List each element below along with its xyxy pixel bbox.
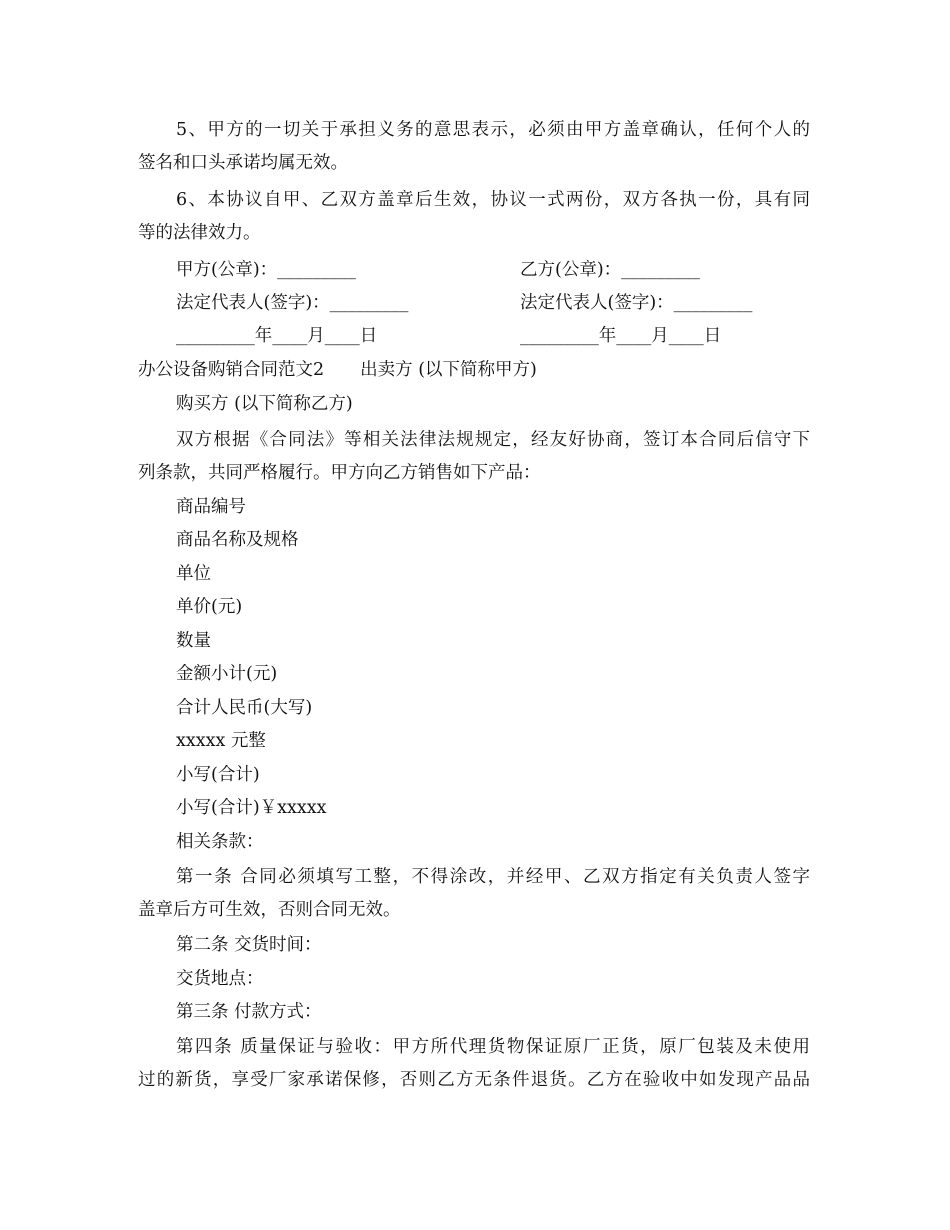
total-upper-label: 合计人民币(大写) [176,698,313,718]
total-lower-value: 小写(合计)￥xxxxx [176,798,327,818]
total-lower-label: 小写(合计) [176,765,260,785]
terms-heading: 相关条款： [176,832,264,852]
clause-5-line-2: 签名和口头承诺均属无效。 [138,153,348,173]
article-2: 第二条 交货时间： [176,935,322,955]
clause-5-line-1: 5、甲方的一切关于承担义务的意思表示，必须由甲方盖章确认，任何个人的 [176,120,810,140]
buyer-label: 购买方 (以下简称乙方) [176,394,353,414]
quantity-label: 数量 [176,631,211,651]
article-1-line-1: 第一条 合同必须填写工整，不得涂改，并经甲、乙双方指定有关负责人签字 [176,867,810,887]
item-code-label: 商品编号 [176,497,246,517]
contract-title: 办公设备购销合同范文2 [138,360,325,380]
total-upper-value: xxxxx 元整 [176,731,266,751]
party-a-seal-field: 甲方(公章)：_________ [176,260,356,280]
party-b-date-field: _________年____月____日 [520,326,722,346]
article-3: 第三条 付款方式： [176,1002,322,1022]
seller-label: 出卖方 (以下简称甲方) [360,360,537,380]
unit-price-label: 单价(元) [176,597,243,617]
clause-6-line-1: 6、本协议自甲、乙双方盖章后生效，协议一式两份，双方各执一份，具有同 [176,190,810,210]
delivery-place-label: 交货地点： [176,969,264,989]
party-b-representative-field: 法定代表人(签字)：_________ [520,293,753,313]
contract-title-line [138,358,810,382]
party-a-date-field: _________年____月____日 [176,326,378,346]
intro-line-1: 双方根据《合同法》等相关法律法规规定，经友好协商，签订本合同后信守下 [176,430,810,450]
unit-label: 单位 [176,564,211,584]
party-a-representative-field: 法定代表人(签字)：_________ [176,293,409,313]
intro-line-2: 列条款，共同严格履行。甲方向乙方销售如下产品： [138,463,541,483]
party-b-seal-field: 乙方(公章)：_________ [520,260,700,280]
article-1-line-2: 盖章后方可生效，否则合同无效。 [138,900,401,920]
subtotal-label: 金额小计(元) [176,664,278,684]
article-4-line-2: 过的新货，享受厂家承诺保修，否则乙方无条件退货。乙方在验收中如发现产品品 [138,1070,810,1090]
clause-6-line-2: 等的法律效力。 [138,223,261,243]
item-name-label: 商品名称及规格 [176,530,299,550]
article-4-line-1: 第四条 质量保证与验收：甲方所代理货物保证原厂正货，原厂包装及未使用 [176,1037,810,1057]
